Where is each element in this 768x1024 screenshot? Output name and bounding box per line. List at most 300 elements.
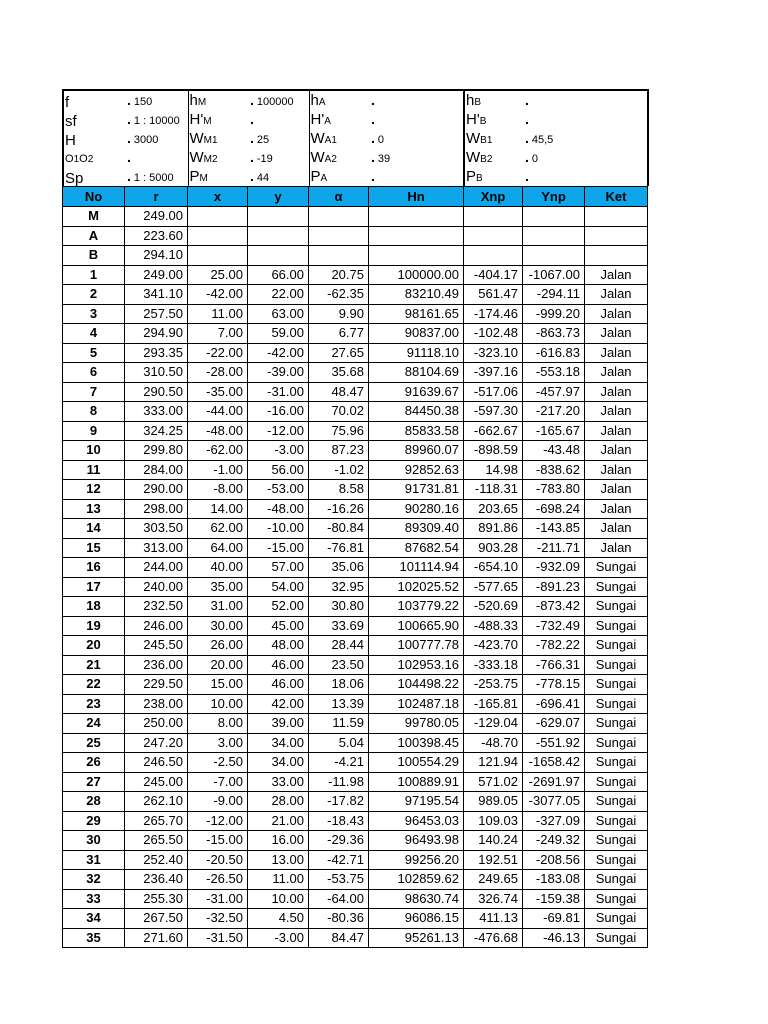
table-cell [248,246,309,266]
row-number: 7 [63,382,125,402]
table-cell: 102953.16 [369,655,464,675]
param-label: H'B [466,111,487,128]
row-number: 28 [63,792,125,812]
table-cell: -42.00 [248,343,309,363]
table-cell: -778.15 [523,675,585,695]
table-cell: 91118.10 [369,343,464,363]
table-cell: -217.20 [523,402,585,422]
table-cell: -577.65 [464,577,523,597]
table-cell: Sungai [585,928,648,948]
row-number: M [63,207,125,227]
table-cell: 891.86 [464,519,523,539]
table-cell: 265.70 [125,811,188,831]
table-cell: 99256.20 [369,850,464,870]
table-cell: 223.60 [125,226,188,246]
value-marker: . [371,168,375,184]
row-number: 34 [63,909,125,929]
table-cell: 262.10 [125,792,188,812]
table-cell: -42.71 [309,850,369,870]
table-row [63,694,648,714]
table-cell: -9.00 [188,792,248,812]
row-number: 23 [63,694,125,714]
table-cell: -654.10 [464,558,523,578]
table-cell: -31.00 [248,382,309,402]
table-cell: -62.00 [188,441,248,461]
table-cell: -1.02 [309,460,369,480]
table-cell: -662.67 [464,421,523,441]
table-cell: -31.50 [188,928,248,948]
table-cell: 303.50 [125,519,188,539]
table-cell: 21.00 [248,811,309,831]
table-cell: 229.50 [125,675,188,695]
table-cell: Jalan [585,460,648,480]
table-cell: -48.00 [188,421,248,441]
table-cell: 244.00 [125,558,188,578]
row-number: 19 [63,616,125,636]
table-cell: 96493.98 [369,831,464,851]
table-cell: 249.65 [464,870,523,890]
table-cell: Jalan [585,265,648,285]
table-cell: 33.00 [248,772,309,792]
table-cell: 70.02 [309,402,369,422]
table-cell: 11.00 [248,870,309,890]
table-row [63,577,648,597]
param-value-text: -19 [256,153,273,165]
table-row [63,811,648,831]
param-label: f [63,90,125,110]
table-cell: 101114.94 [369,558,464,578]
value-marker: . [371,130,375,146]
table-cell: 6.77 [309,324,369,344]
value-marker: . [250,149,254,165]
table-cell: 236.40 [125,870,188,890]
table-cell: 102487.18 [369,694,464,714]
value-marker: . [525,149,529,165]
param-value [369,129,464,148]
table-row [63,226,648,246]
table-cell: 84.47 [309,928,369,948]
table-row [63,597,648,617]
table-row [63,714,648,734]
table-row [63,460,648,480]
table-cell: -838.62 [523,460,585,480]
table-cell: Jalan [585,285,648,305]
table-cell: 326.74 [464,889,523,909]
table-cell: 92852.63 [369,460,464,480]
row-number: 29 [63,811,125,831]
table-cell: -4.21 [309,753,369,773]
table-cell: 25.00 [188,265,248,285]
table-cell: Jalan [585,324,648,344]
table-cell: -597.30 [464,402,523,422]
table-cell: Sungai [585,889,648,909]
table-cell: 246.50 [125,753,188,773]
table-cell: -10.00 [248,519,309,539]
table-cell: -12.00 [188,811,248,831]
table-cell: Sungai [585,597,648,617]
value-marker: . [250,130,254,146]
table-cell: 62.00 [188,519,248,539]
table-cell: -208.56 [523,850,585,870]
table-cell: 64.00 [188,538,248,558]
table-row [63,382,648,402]
table-cell [585,207,648,227]
table-cell: -48.70 [464,733,523,753]
table-cell: -42.00 [188,285,248,305]
table-cell: 34.00 [248,733,309,753]
table-cell: -1658.42 [523,753,585,773]
row-number: 30 [63,831,125,851]
param-value-text: 45,5 [531,134,554,146]
table-cell: Jalan [585,480,648,500]
table-cell: 236.00 [125,655,188,675]
param-value [125,110,188,129]
param-label: hB [464,90,523,110]
column-header: x [188,187,248,207]
column-header: α [309,187,369,207]
table-row [63,831,648,851]
table-cell: -3.00 [248,928,309,948]
table-cell: 35.00 [188,577,248,597]
param-label: Sp [63,167,125,186]
table-cell: 411.13 [464,909,523,929]
table-cell: -15.00 [248,538,309,558]
table-cell: 91639.67 [369,382,464,402]
column-header: r [125,187,188,207]
table-cell: 102859.62 [369,870,464,890]
table-cell: 109.03 [464,811,523,831]
param-value [125,129,188,148]
table-cell: 299.80 [125,441,188,461]
table-row [63,285,648,305]
column-header: Hn [369,187,464,207]
table-cell: 100000.00 [369,265,464,285]
table-cell: 232.50 [125,597,188,617]
table-row [63,207,648,227]
table-cell: Sungai [585,636,648,656]
table-cell [188,246,248,266]
table-cell: -616.83 [523,343,585,363]
table-cell: 238.00 [125,694,188,714]
value-marker: . [371,92,375,108]
table-cell: 240.00 [125,577,188,597]
table-cell: -327.09 [523,811,585,831]
table-cell: 63.00 [248,304,309,324]
table-row [63,363,648,383]
table-cell: -732.49 [523,616,585,636]
table-cell: Jalan [585,363,648,383]
param-value-text: 25 [256,134,270,146]
table-row [63,675,648,695]
table-cell [585,226,648,246]
param-value [125,90,188,110]
table-cell: 96453.03 [369,811,464,831]
table-cell: -16.00 [248,402,309,422]
table-cell: 103779.22 [369,597,464,617]
table-cell: -488.33 [464,616,523,636]
row-number: B [63,246,125,266]
param-value-text: 3000 [133,134,159,146]
value-marker: . [525,130,529,146]
table-cell [585,246,648,266]
table-cell: 11.00 [188,304,248,324]
row-number: 31 [63,850,125,870]
table-cell: -891.23 [523,577,585,597]
table-cell: -20.50 [188,850,248,870]
table-cell: Sungai [585,831,648,851]
param-row [63,167,648,186]
table-cell: 89309.40 [369,519,464,539]
param-value [125,148,188,167]
param-label: WB2 [466,149,493,166]
row-number: 11 [63,460,125,480]
table-cell: 14.98 [464,460,523,480]
table-cell: 100398.45 [369,733,464,753]
table-cell: -783.80 [523,480,585,500]
table-cell [248,207,309,227]
table-cell: -932.09 [523,558,585,578]
row-number: 1 [63,265,125,285]
table-cell: Sungai [585,694,648,714]
table-cell: -183.08 [523,870,585,890]
table-cell: 903.28 [464,538,523,558]
table-cell: 90280.16 [369,499,464,519]
table-cell [464,226,523,246]
table-row [63,870,648,890]
table-cell: 22.00 [248,285,309,305]
param-value-text: 0 [531,153,539,165]
row-number: 21 [63,655,125,675]
table-cell: -698.24 [523,499,585,519]
table-cell [369,226,464,246]
table-cell: -323.10 [464,343,523,363]
param-label: WA2 [310,149,337,166]
table-cell: 8.00 [188,714,248,734]
table-cell: 99780.05 [369,714,464,734]
param-value [248,90,309,110]
data-table [62,186,648,948]
table-cell: -17.82 [309,792,369,812]
table-cell: Sungai [585,714,648,734]
row-number: 9 [63,421,125,441]
table-cell: -3077.05 [523,792,585,812]
table-row [63,324,648,344]
table-cell: 27.65 [309,343,369,363]
table-cell: 293.35 [125,343,188,363]
header-row [63,187,648,207]
table-cell: 57.00 [248,558,309,578]
param-value [523,110,648,129]
table-cell: -294.11 [523,285,585,305]
table-row [63,499,648,519]
table-cell: 247.20 [125,733,188,753]
table-cell: -999.20 [523,304,585,324]
table-cell: 96086.15 [369,909,464,929]
table-cell: -898.59 [464,441,523,461]
table-cell: 3.00 [188,733,248,753]
table-cell: 271.60 [125,928,188,948]
table-cell: 20.75 [309,265,369,285]
table-cell: -64.00 [309,889,369,909]
param-label: PM [189,168,208,185]
param-value [369,110,464,129]
table-cell: -15.00 [188,831,248,851]
table-cell: -551.92 [523,733,585,753]
table-cell: -118.31 [464,480,523,500]
table-cell: 267.50 [125,909,188,929]
table-cell: 89960.07 [369,441,464,461]
table-cell: 20.00 [188,655,248,675]
table-cell: 33.69 [309,616,369,636]
table-cell [464,246,523,266]
table-cell: 104498.22 [369,675,464,695]
table-cell: 35.06 [309,558,369,578]
table-cell: -62.35 [309,285,369,305]
value-marker: . [127,168,131,184]
table-cell: 8.58 [309,480,369,500]
table-cell: Jalan [585,499,648,519]
column-header: No [63,187,125,207]
table-cell: 989.05 [464,792,523,812]
table-cell: 16.00 [248,831,309,851]
table-cell: Sungai [585,792,648,812]
table-cell: -39.00 [248,363,309,383]
table-row [63,343,648,363]
table-cell: -253.75 [464,675,523,695]
table-cell: 102025.52 [369,577,464,597]
table-cell: 52.00 [248,597,309,617]
table-cell: 46.00 [248,675,309,695]
param-value-text: 0 [377,134,385,146]
table-cell: 249.00 [125,207,188,227]
table-cell: Sungai [585,577,648,597]
column-header: Xnp [464,187,523,207]
table-cell: -35.00 [188,382,248,402]
table-cell: -143.85 [523,519,585,539]
param-label: H [63,129,125,148]
table-cell: -80.84 [309,519,369,539]
table-cell: Jalan [585,402,648,422]
table-cell: -423.70 [464,636,523,656]
table-cell: 571.02 [464,772,523,792]
row-number: 5 [63,343,125,363]
row-number: 3 [63,304,125,324]
table-row [63,655,648,675]
table-cell [309,207,369,227]
table-cell: -397.16 [464,363,523,383]
param-value [523,167,648,186]
param-row [63,110,648,129]
spreadsheet [62,89,647,948]
table-cell: Sungai [585,616,648,636]
row-number: 4 [63,324,125,344]
table-cell: 284.00 [125,460,188,480]
table-cell: -766.31 [523,655,585,675]
table-cell: -2691.97 [523,772,585,792]
param-label: hA [309,90,369,110]
param-value [125,167,188,186]
row-number: 14 [63,519,125,539]
value-marker: . [525,111,529,127]
table-cell: 561.47 [464,285,523,305]
table-cell: 23.50 [309,655,369,675]
table-cell: -159.38 [523,889,585,909]
table-cell: 26.00 [188,636,248,656]
param-label: WM2 [189,149,218,166]
table-cell: -28.00 [188,363,248,383]
table-cell: 14.00 [188,499,248,519]
table-cell: 83210.49 [369,285,464,305]
table-row [63,850,648,870]
value-marker: . [250,111,254,127]
table-row [63,733,648,753]
table-cell: -404.17 [464,265,523,285]
table-cell: 46.00 [248,655,309,675]
table-cell: -32.50 [188,909,248,929]
value-marker: . [525,92,529,108]
table-cell: Sungai [585,655,648,675]
table-cell: 255.30 [125,889,188,909]
row-number: 2 [63,285,125,305]
row-number: 35 [63,928,125,948]
table-cell: -80.36 [309,909,369,929]
row-number: 25 [63,733,125,753]
table-cell: 95261.13 [369,928,464,948]
table-cell: -22.00 [188,343,248,363]
param-label: sf [63,110,125,129]
table-cell: Sungai [585,753,648,773]
table-cell: 84450.38 [369,402,464,422]
value-marker: . [250,168,254,184]
param-value-text: 150 [133,96,153,108]
table-row [63,909,648,929]
param-value-text: 44 [256,172,270,184]
value-marker: . [127,92,131,108]
table-row [63,441,648,461]
row-number: 13 [63,499,125,519]
table-cell: 121.94 [464,753,523,773]
row-number: 18 [63,597,125,617]
table-row [63,928,648,948]
table-cell: 85833.58 [369,421,464,441]
table-cell: -165.81 [464,694,523,714]
param-row [63,129,648,148]
table-row [63,753,648,773]
param-label: O1O2 [63,148,125,167]
table-cell: 313.00 [125,538,188,558]
table-cell: 290.00 [125,480,188,500]
row-number: 12 [63,480,125,500]
table-cell [188,207,248,227]
table-cell [523,207,585,227]
table-cell: Sungai [585,675,648,695]
table-cell: -46.13 [523,928,585,948]
table-row [63,304,648,324]
table-cell: -1067.00 [523,265,585,285]
table-cell: -553.18 [523,363,585,383]
table-cell: -8.00 [188,480,248,500]
table-cell [188,226,248,246]
table-cell [309,246,369,266]
table-cell: 18.06 [309,675,369,695]
value-marker: . [127,130,131,146]
table-cell: Sungai [585,811,648,831]
table-cell: 100554.29 [369,753,464,773]
table-cell: -11.98 [309,772,369,792]
table-cell: -31.00 [188,889,248,909]
table-cell: 35.68 [309,363,369,383]
row-number: 8 [63,402,125,422]
